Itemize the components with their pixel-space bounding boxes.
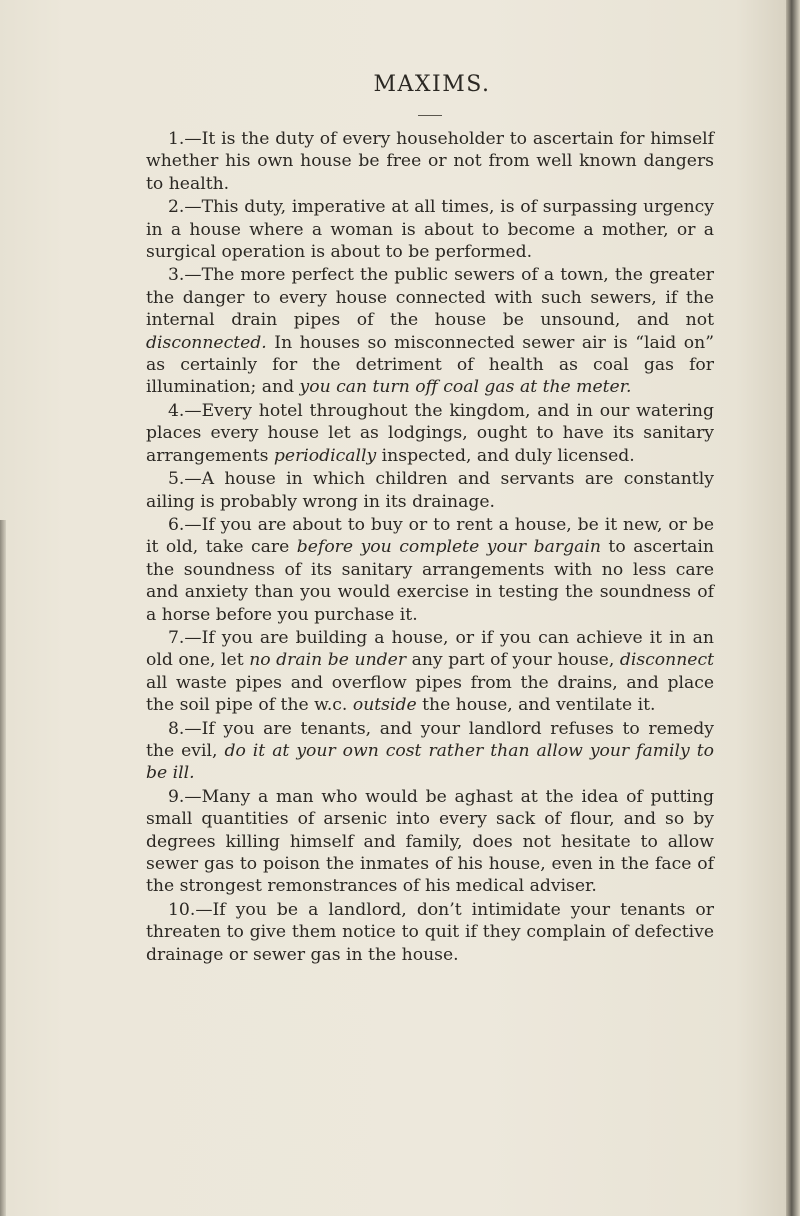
maxim-4	[146, 400, 714, 467]
maxim-emphasis: periodically	[273, 445, 377, 466]
maxim-emphasis: disconnected.	[146, 332, 267, 353]
maxim-10	[146, 899, 714, 966]
maxim-6	[146, 514, 714, 626]
page-content	[146, 72, 714, 967]
maxim-text: 8.—If you are tenants, and your landlord refuses to remedy the evil,	[146, 718, 714, 761]
maxim-emphasis: before you complete your bargain	[296, 537, 601, 558]
maxim-emphasis: disconnect	[619, 650, 714, 671]
maxim-9	[146, 786, 714, 898]
maxim-text: 4.—Every hotel throughout the kingdom, and in our watering places every house let as lodgings, ought to have its sanitary arrangements	[146, 400, 714, 466]
maxim-8	[146, 718, 714, 785]
maxim-text: any part of your house,	[406, 650, 620, 671]
maxim-emphasis: no drain be under	[249, 650, 407, 671]
maxim-text: the house, and ventilate it.	[416, 695, 656, 716]
maxim-5	[146, 468, 714, 513]
maxim-emphasis: you can turn off coal gas at the meter.	[299, 377, 632, 398]
maxim-2	[146, 196, 714, 263]
maxim-text: 1.—It is the duty of every householder to ascertain for himself whether his own house be free or not from well known dangers to health.	[146, 129, 714, 194]
maxim-text: In houses so misconnected sewer air is “laid on” as certainly for the detriment of health as coal gas for illumination; and	[146, 332, 714, 398]
maxim-text: 7.—If you are building a house, or if you can achieve it in an old one, let	[146, 627, 714, 671]
maxim-text: all waste pipes and overflow pipes from the drains, and place the soil pipe of the w.c.	[146, 672, 714, 716]
page-edge-shadow	[786, 0, 800, 1216]
maxim-text: 5.—A house in which children and servants are constantly ailing is probably wrong in its drainage.	[146, 469, 714, 512]
maxim-text: 6.—If you are about to buy or to rent a house, be it new, or be it old, take care	[146, 514, 714, 558]
title-rule	[418, 115, 442, 116]
maxim-text: to ascertain the soundness of its sanitary arrangements with no less care and anxiety than you would exercise in testing the soundness of a horse before you purchase it.	[146, 537, 714, 625]
maxim-text: 3.—The more perfect the public sewers of a town, the greater the danger to every house connected with such sewers, if the internal drain pipes of the house be unsound, and not	[146, 265, 714, 331]
maxim-7	[146, 627, 714, 717]
maxim-emphasis: outside	[352, 695, 417, 716]
maxim-1	[146, 128, 714, 195]
page-gutter-shadow	[0, 520, 6, 1216]
maxim-text: inspected, and duly licensed.	[376, 445, 635, 466]
maxim-text: 2.—This duty, imperative at all times, is of surpassing urgency in a house where a woman is about to become a mother, or a surgical operation is about to be performed.	[146, 197, 714, 263]
maxim-emphasis: do it at your own cost rather than allow your family to be ill.	[146, 740, 715, 784]
maxim-3	[146, 264, 714, 398]
maxim-text: 9.—Many a man who would be aghast at the idea of putting small quantities of arsenic into every sack of flour, and so by degrees killing himself and family, does not hesitate to allow sewer gas to poison the inmates of his house, even in the face of the strongest remonstrances of his medical adviser.	[146, 786, 714, 897]
maxim-text: 10.—If you be a landlord, don’t intimidate your tenants or threaten to give them notice to quit if they complain of defective drainage or sewer gas in the house.	[146, 899, 714, 965]
page-title: MAXIMS.	[373, 72, 491, 97]
